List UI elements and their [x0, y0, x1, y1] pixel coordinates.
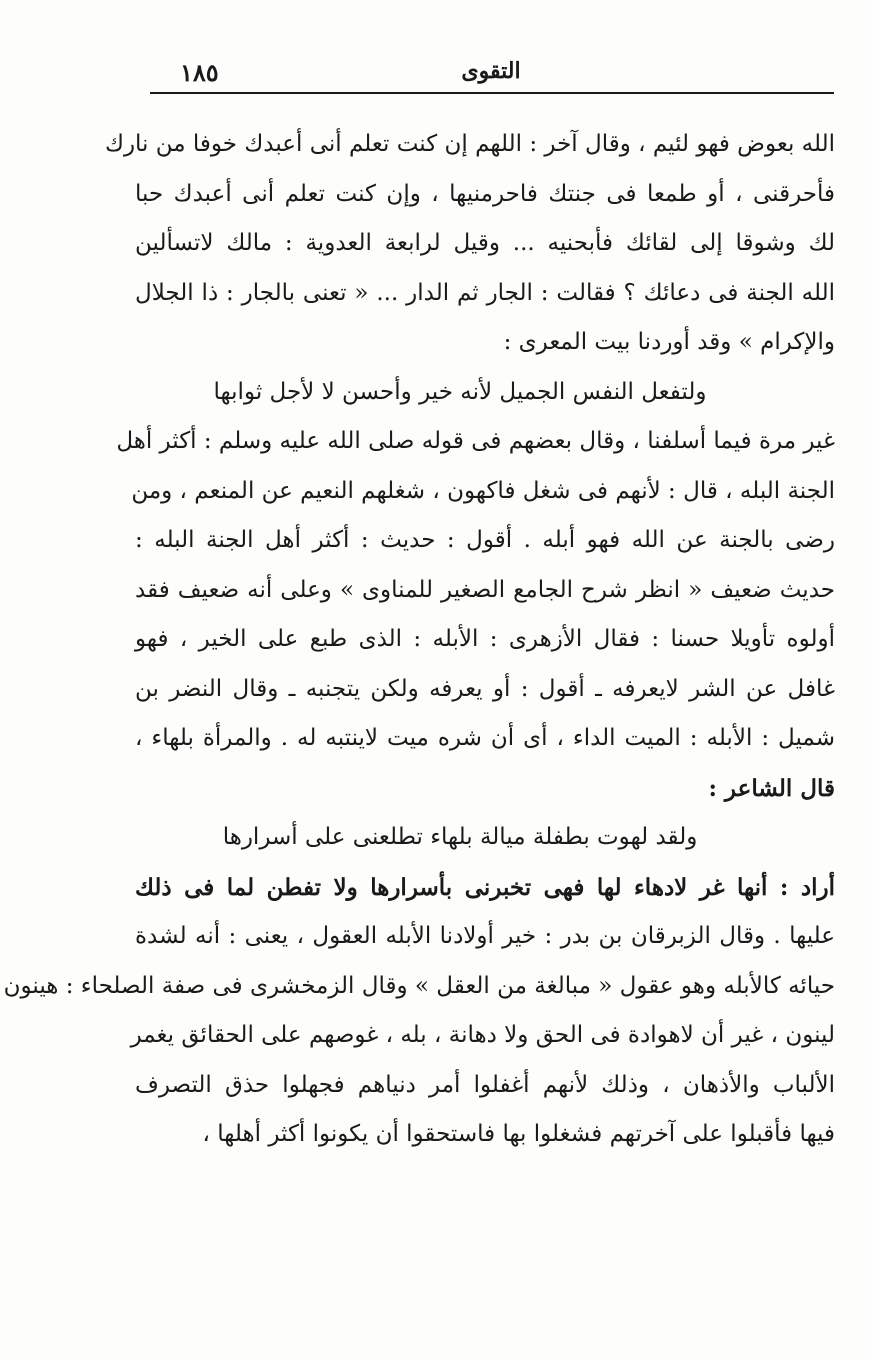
text-line: أولوه تأويلا حسنا : فقال الأزهرى : الأبله : الذى طبع على الخير ، فهو: [135, 626, 835, 652]
header-rule: [150, 92, 834, 94]
text-line: عليها . وقال الزبرقان بن بدر : خير أولادنا الأبله العقول ، يعنى : أنه لشدة: [135, 923, 835, 949]
text-line: أراد : أنها غر لادهاء لها فهى تخبرنى بأسرارها ولا تفطن لما فى ذلك: [135, 873, 835, 901]
text-line: شميل : الأبله : الميت الداء ، أى أن شره ميت لاينتبه له . والمرأة بلهاء ،: [135, 725, 835, 751]
text-line: والإكرام » وقد أوردنا بيت المعرى :: [503, 329, 835, 355]
running-title: التقوى: [461, 58, 521, 84]
verse-line: ولتفعل النفس الجميل لأنه خير وأحسن لا لأجل ثوابها: [213, 378, 707, 405]
text-line: حديث ضعيف « انظر شرح الجامع الصغير للمناوى » وعلى أنه ضعيف فقد: [135, 576, 835, 603]
verse-line: ولقد لهوت بطفلة ميالة بلهاء تطلعنى على أسرارها: [222, 824, 698, 850]
text-line: الله الجنة فى دعائك ؟ فقالت : الجار ثم الدار ... « تعنى بالجار : ذا الجلال: [135, 279, 835, 306]
text-line: رضى بالجنة عن الله فهو أبله . أقول : حديث : أكثر أهل الجنة البله :: [135, 527, 835, 553]
body-text: [3, 120, 835, 1160]
text-line: فيها فأقبلوا على آخرتهم فشغلوا بها فاستحقوا أن يكونوا أكثر أهلها ،: [202, 1121, 835, 1147]
text-line: الألباب والأذهان ، وذلك لأنهم أغفلوا أمر دنياهم فجهلوا حذق التصرف: [135, 1071, 835, 1098]
text-line: لينون ، غير أن لاهوادة فى الحق ولا دهانة ، بله ، غوصهم على الحقائق يغمر: [130, 1022, 835, 1048]
text-line: حيائه كالأبله وهو عقول « مبالغة من العقل » وقال الزمخشرى فى صفة الصلحاء : هينون: [3, 972, 835, 999]
text-line: لك وشوقا إلى لقائك فأبحنيه ... وقيل لرابعة العدوية : مالك لاتسألين: [135, 230, 835, 256]
page-header: [150, 52, 832, 94]
text-line: الجنة البله ، قال : لأنهم فى شغل فاكهون ، شغلهم النعيم عن المنعم ، ومن: [131, 477, 835, 504]
text-line: غافل عن الشر لايعرفه ـ أقول : أو يعرفه ولكن يتجنبه ـ وقال النضر بن: [135, 675, 835, 702]
text-line: فأحرقنى ، أو طمعا فى جنتك فاحرمنيها ، وإن كنت تعلم أنى أعبدك حبا: [135, 180, 835, 207]
text-line: الله بعوض فهو لئيم ، وقال آخر : اللهم إن كنت تعلم أنى أعبدك خوفا من نارك: [104, 131, 835, 157]
text-line: قال الشاعر :: [708, 774, 835, 802]
text-line: غير مرة فيما أسلفنا ، وقال بعضهم فى قوله صلى الله عليه وسلم : أكثر أهل: [116, 428, 835, 454]
page-number: ١٨٥: [180, 58, 219, 87]
